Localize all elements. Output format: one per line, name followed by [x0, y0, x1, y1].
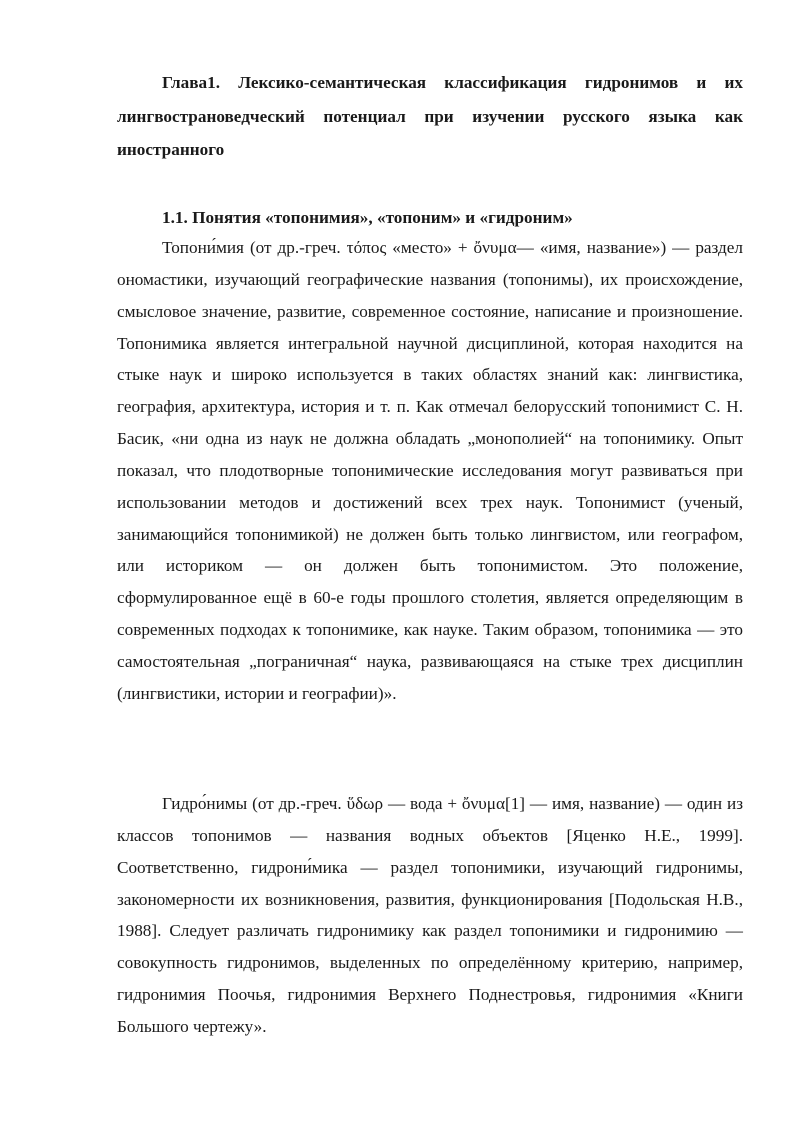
paragraph-text: Топони́мия (от др.-греч. τόπος «место» + ὄνυμα— «имя, название») — раздел ономастики, изучающий географические названия (топонимы), их происхождение, смысловое значение, развитие, современное состояние, написание и произношение. Топонимика является интегральной научной дисциплиной, которая находится на стыке наук и широко используется в таких областях знаний как: лингвистика, география, архитектура, история и т. п. Как отмечал белорусский топонимист С. Н. Басик, «ни одна из наук не должна обладать „монополией“ на топонимику. Опыт показал, что плодотворные топонимические исследования могут развиваться при использовании методов и достижений всех трех наук. Топонимист (ученый, занимающийся топонимикой) не должен быть только лингвистом, или географом, или историком — он должен быть топонимистом. Это положение, сформулированное ещё в 60-е годы прошлого столетия, является определяющим в современных подходах к топонимике, как науке. Таким образом, топонимика — это самостоятельная „пограничная“ наука, развивающаяся на стыке трех дисциплин (лингвистики, истории и географии)».	[117, 238, 743, 703]
section-heading: 1.1. Понятия «топонимия», «топоним» и «гидроним»	[162, 208, 573, 227]
paragraph-toponymy	[117, 232, 743, 710]
paragraph-hydronyms	[117, 788, 743, 1043]
chapter-title	[117, 66, 743, 167]
chapter-title-text: Глава1. Лексико-семантическая классификация гидронимов и их лингвострановедческий потенциал при изучении русского языка как иностранного	[117, 73, 743, 159]
paragraph-text: Гидро́нимы (от др.-греч. ὕδωρ — вода + ὄνυμα[1] — имя, название) — один из классов топонимов — названия водных объектов [Яценко Н.Е., 1999]. Соответственно, гидрони́мика — раздел топонимики, изучающий гидронимы, закономерности их возникновения, развития, функционирования [Подольская Н.В., 1988]. Следует различать гидронимику как раздел топонимики и гидронимию — совокупность гидронимов, выделенных по определённому критерию, например, гидронимия Поочья, гидронимия Верхнего Поднестровья, гидронимия «Книги Большого чертежу».	[117, 794, 743, 1036]
